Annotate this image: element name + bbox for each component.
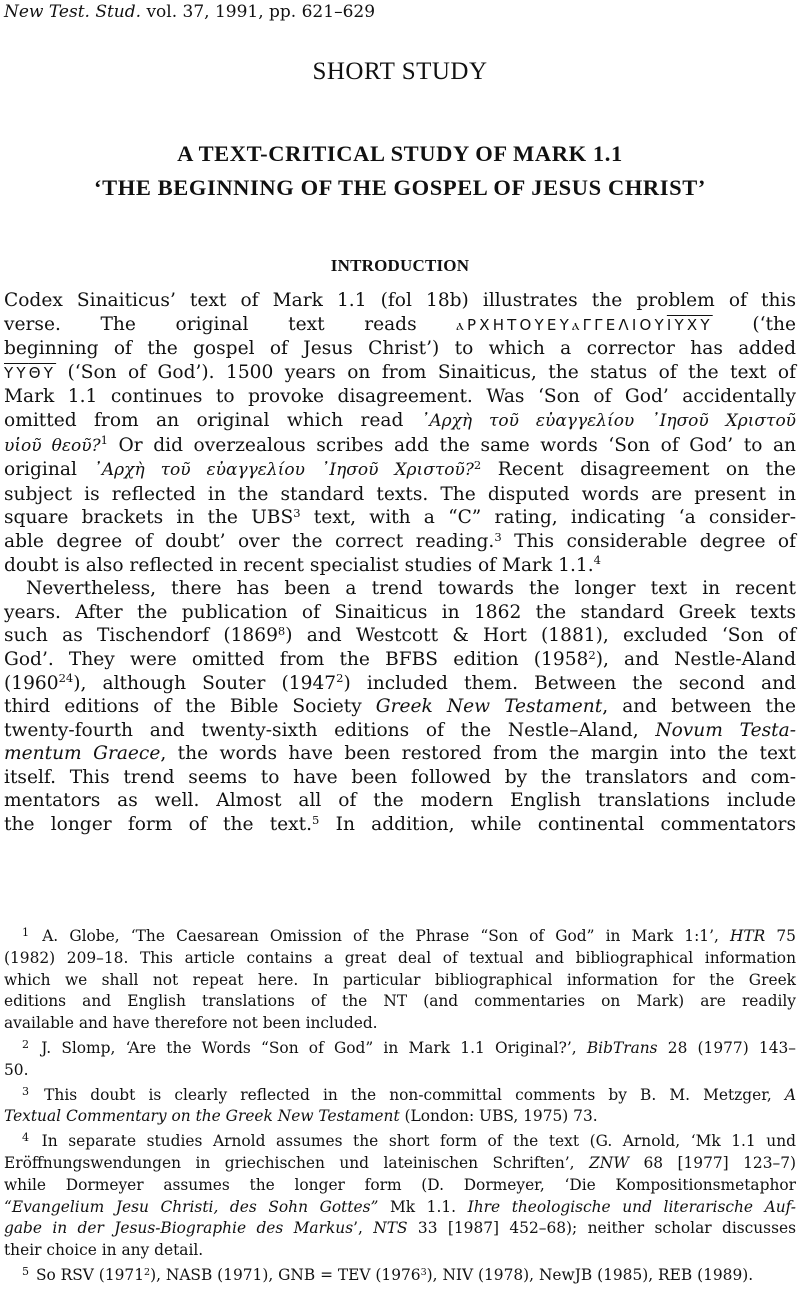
greek-text: ᾽Αρχὴ τοῦ εὐαγγελίου ᾽Ιησοῦ Χριστοῦ [420,410,797,431]
uncial-correction: $\overline{\Upsilon\Upsilon}\overline{\Theta\Upsilon}$ [4,363,57,382]
section-heading-introduction: INTRODUCTION [330,256,470,275]
body-line: Nevertheless, there has been a trend towards the longer text in recent [26,578,796,600]
journal-name: New Test. Stud. [4,2,142,22]
body-line: (1960$^{24}$), although Souter (1947$^2$) included them. Between the second and [4,671,796,694]
footnote-number: 2 [22,1038,30,1051]
body-line: Codex Sinaiticus’ text of Mark 1.1 (fol 18b) illustrates the problem of this [4,290,796,311]
volume-pages: vol. 37, 1991, pp. 621–629 [141,2,376,22]
body-line: mentum Graece, the words have been restored from the margin into the text [4,743,796,765]
footnote-number: 1 [22,926,30,940]
footnote-ref[interactable]: 1 [100,433,108,448]
body-line: third editions of the Bible Society Greek New Testament, and between the [4,696,796,718]
body-line: the longer form of the text.$^5$ In addition, while continental commentators [4,812,796,836]
body-line: twenty-fourth and twenty-sixth editions of the Nestle–Aland, Novum Testa- [4,719,796,741]
footnote-ref[interactable]: 2 [473,457,482,472]
uncial-text: $ⲁPXHTO\Upsilon E\Upsilon ⲁ\Gamma\Gamma E\Lambda IO\Upsilon\overline{I\Upsilon}\overline{X\Upsilon}$ [456,315,713,334]
footnote-ref[interactable]: 4 [593,553,601,568]
footnote-number: 3 [22,1084,30,1098]
footnote-5: $^5$ So RSV (1971$^2$), NASB (1971), GNB = TEV (1976$^3$), NIV (1978), NewJB (1985), REB (1989). [22,1264,754,1284]
body-line: verse. The original text reads $ⲁPXHTO\Upsilon E\Upsilon ⲁ\Gamma\Gamma E\Lambda IO\Upsilon\overline{I\Upsilon}\overline{X\Upsilon}$ (‘the [4,313,796,335]
body-line: omitted from an original which read ᾽Αρχὴ τοῦ εὐαγγελίου ᾽Ιησοῦ Χριστοῦ [4,409,797,431]
greek-text: υἱοῦ θεοῦ? [4,435,101,456]
body-line: able degree of doubt’ over the correct reading.$^3$ This considerable degree of [4,529,796,552]
footnote-number: 4 [22,1131,30,1145]
footnote-1: $^1$ A. Globe, ‘The Caesarean Omission of the Phrase “Son of God” in Mark 1:1’, HTR 75 (1982) 209–18. This article contains a great deal of textual and bibliographical information which we shall not repeat here. In particular bibliographical information for the Greek editions and English translations of the NT (and commentaries on Mark) are readily available and have therefore not been included. [4,926,796,1033]
footnotes [4,926,796,1290]
body-line: υἱοῦ θεοῦ?$^1$ Or did overzealous scribes add the same words ‘Son of God’ to an [4,433,797,456]
footnote-ref[interactable]: 5 [312,812,320,827]
body-line: square brackets in the UBS$^3$ text, with a “C” rating, indicating ‘a consider- [4,506,797,529]
body-line: doubt is also reflected in recent specialist studies of Mark 1.1.$^4$ [4,553,601,576]
body-line: original ᾽Αρχὴ τοῦ εὐαγγελίου ᾽Ιησοῦ Χριστοῦ?$^2$ Recent disagreement on the [4,457,797,481]
body-line: Mark 1.1 continues to provoke disagreement. Was ‘Son of God’ accidentally [4,386,796,408]
body-line: subject is reflected in the standard texts. The disputed words are present in [4,483,796,505]
section-label: SHORT STUDY [312,58,488,85]
article-title [0,137,800,205]
greek-text: ᾽Αρχὴ τοῦ εὐαγγελίου ᾽Ιησοῦ Χριστοῦ? [93,460,474,481]
title-line-1: A TEXT-CRITICAL STUDY OF MARK 1.1 [177,141,623,166]
body-text [4,289,796,837]
footnote-number: 5 [22,1264,30,1278]
body-line: years. After the publication of Sinaiticus in 1862 the standard Greek texts [4,601,796,623]
title-line-2: ‘THE BEGINNING OF THE GOSPEL OF JESUS CHRIST’ [94,175,706,200]
body-line: $\overline{\Upsilon\Upsilon}\overline{\Theta\Upsilon}$ (‘Son of God’). 1500 years on from Sinaiticus, the status of the text of [4,361,796,383]
body-line: such as Tischendorf (1869$^8$) and Westcott & Hort (1881), excluded ‘Son of [4,623,796,647]
footnote-2: $^2$ J. Slomp, ‘Are the Words “Son of God” in Mark 1.1 Original?’, BibTrans 28 (1977) 143– 50. [4,1038,796,1079]
body-line: beginning of the gospel of Jesus Christ’) to which a corrector has added [4,338,796,360]
body-line: itself. This trend seems to have been followed by the translators and com- [4,766,796,788]
footnote-3: $^3$ This doubt is clearly reflected in the non-committal comments by B. M. Metzger, A Textual Commentary on the Greek New Testament (London: UBS, 1975) 73. [4,1084,796,1126]
footnote-4: $^4$ In separate studies Arnold assumes the short form of the text (G. Arnold, ‘Mk 1.1 und Eröffnungswendungen in griechischen und lateinischen Schriften’, ZNW 68 [1977] 123–7) while Dormeyer assumes the longer form (D. Dormeyer, ‘Die Kompositionsmetaphor “Evangelium Jesu Christi, des Sohn Gottes” Mk 1.1. Ihre theologische und literarische Auf- gabe in der Jesus-Biographie des Markus’, NTS 33 [1987] 452–68); neither scholar discusses their choice in any detail. [4,1131,796,1260]
body-line: God’. They were omitted from the BFBS edition (1958$^2$), and Nestle-Aland [4,647,797,670]
footnote-ref[interactable]: 3 [494,529,502,544]
running-head [4,2,375,22]
body-line: mentators as well. Almost all of the modern English translations include [4,790,796,812]
